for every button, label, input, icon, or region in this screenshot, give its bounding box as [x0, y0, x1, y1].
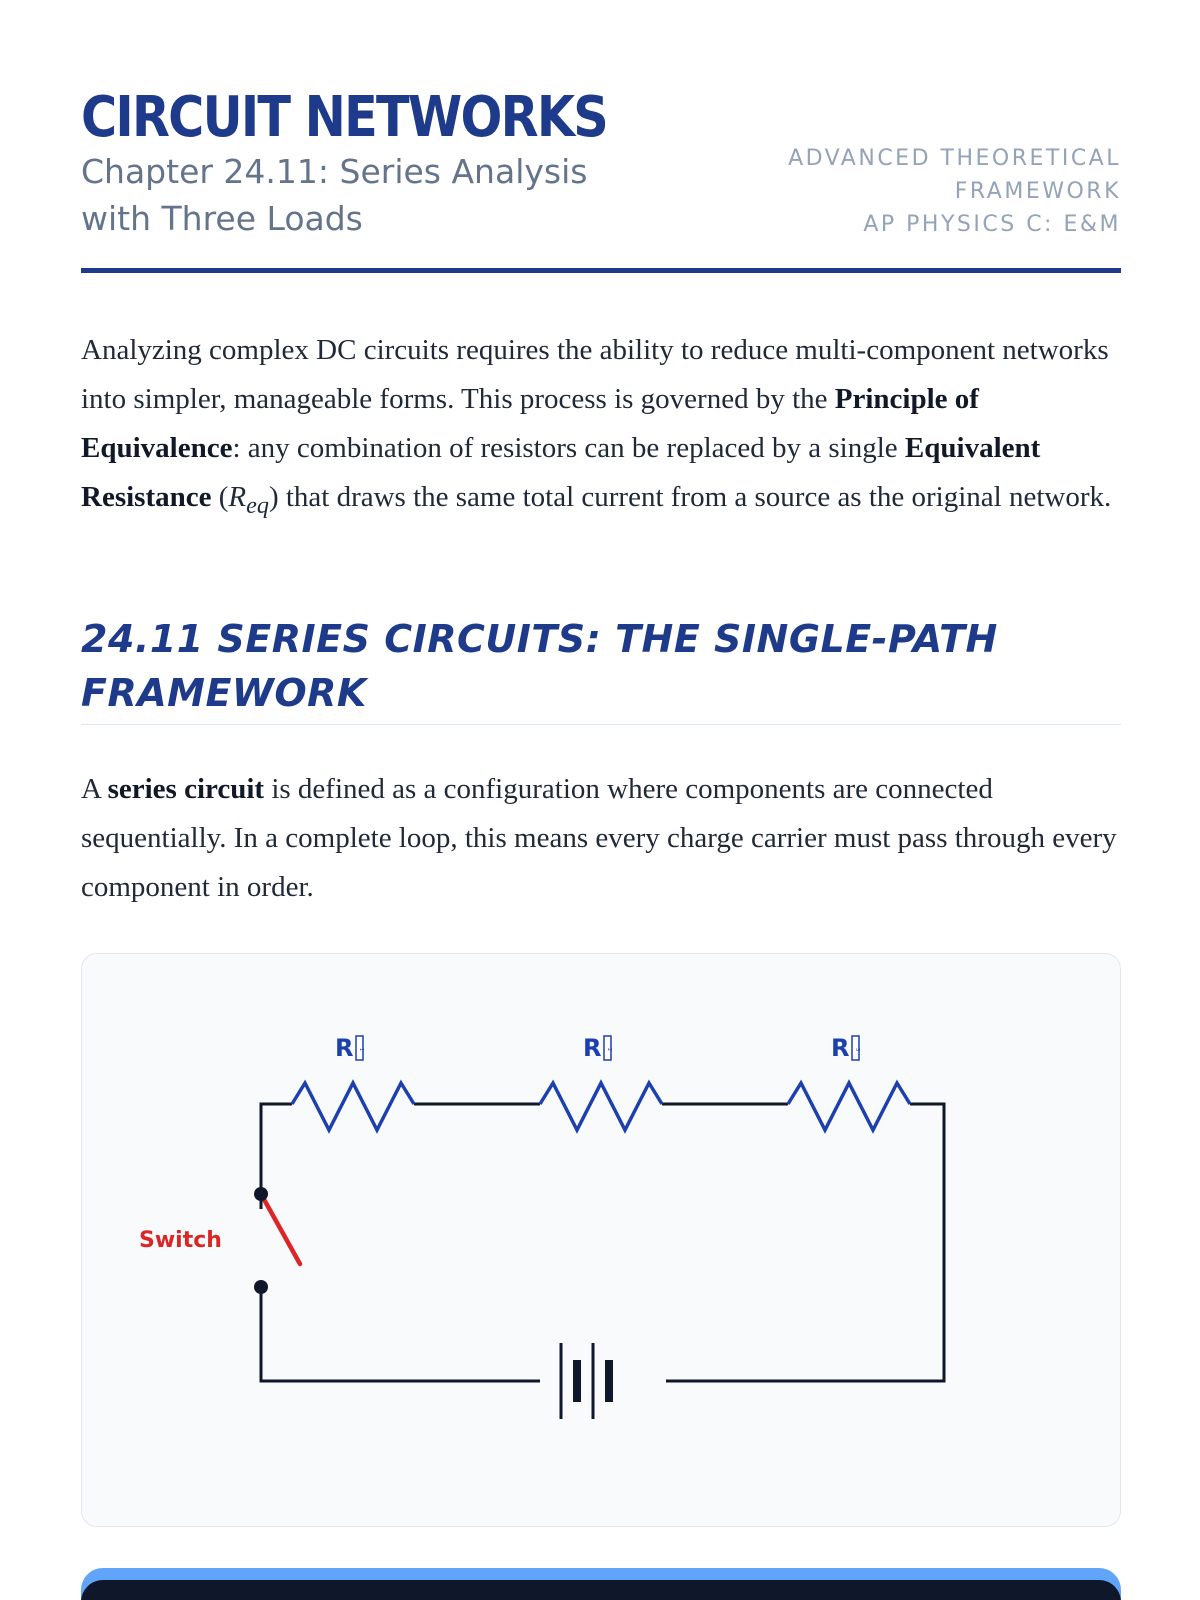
next-section-card: [81, 1568, 1121, 1600]
section-heading: 24.11 SERIES CIRCUITS: THE SINGLE-PATH FRAMEWORK: [81, 617, 998, 715]
label-r3-subscript: 3: [854, 1048, 860, 1052]
battery-symbol: [561, 1343, 609, 1419]
intro-text-4: ) that draws the same total current from a source as the original network.: [268, 481, 1112, 513]
resistor-r3: [788, 1083, 910, 1130]
course-meta: [788, 142, 1121, 241]
chapter-subtitle: Chapter 24.11: Series Analysis with Three Loads: [81, 152, 588, 238]
resistor-r1: [292, 1083, 414, 1130]
next-section-card-body: [81, 1580, 1121, 1600]
switch-lever[interactable]: [261, 1194, 300, 1264]
circuit-schematic: [82, 954, 1120, 1526]
document-header: [81, 80, 1121, 240]
intro-paragraph: [81, 326, 1123, 530]
resistor-r2: [540, 1083, 662, 1130]
label-r3: [831, 1034, 860, 1062]
wire-bottom-left: [261, 1289, 540, 1381]
label-r1-letter: R: [335, 1034, 354, 1062]
wire-right-loop: [666, 1104, 944, 1381]
definition-text-2: is defined as a configuration where components are connected sequentially. In a complete loop, this means every charge carrier must pass through every component in order.: [81, 773, 1117, 903]
label-r3-letter: R: [831, 1034, 850, 1062]
label-r2-subscript: 2: [606, 1048, 612, 1052]
meta-line-framework: ADVANCED THEORETICAL: [788, 146, 1121, 171]
switch-terminal-bottom: [254, 1280, 268, 1294]
intro-text-1: Analyzing complex DC circuits requires the ability to reduce multi-component networks into simpler, manageable forms. This process is governed by the: [81, 334, 1109, 415]
meta-line-framework-cont: FRAMEWORK: [954, 179, 1121, 204]
switch-terminal-top: [254, 1187, 268, 1201]
switch-label: Switch: [139, 1228, 222, 1253]
term-principle-of-equivalence: Principle of Equivalence: [81, 383, 979, 464]
intro-text-2: : any combination of resistors can be replaced by a single: [232, 432, 905, 464]
label-r2-letter: R: [583, 1034, 602, 1062]
circuit-diagram: [81, 953, 1121, 1527]
definition-paragraph: [81, 765, 1121, 912]
document-title: CIRCUIT NETWORKS: [81, 85, 607, 150]
req-symbol: [228, 481, 269, 519]
req-symbol-letter: R: [228, 481, 247, 513]
header-divider: [81, 268, 1121, 273]
req-symbol-subscript: eq: [246, 491, 269, 519]
definition-text-1: A: [81, 773, 108, 805]
section-divider: [81, 724, 1121, 725]
meta-line-course: AP PHYSICS C: E&M: [863, 212, 1121, 237]
term-equivalent-resistance: Equivalent Resistance: [81, 432, 1041, 513]
label-r1: [335, 1034, 364, 1062]
label-r1-subscript: 1: [358, 1048, 364, 1052]
intro-text-3: (: [211, 481, 229, 513]
term-series-circuit: series circuit: [107, 773, 265, 805]
label-r2: [583, 1034, 612, 1062]
